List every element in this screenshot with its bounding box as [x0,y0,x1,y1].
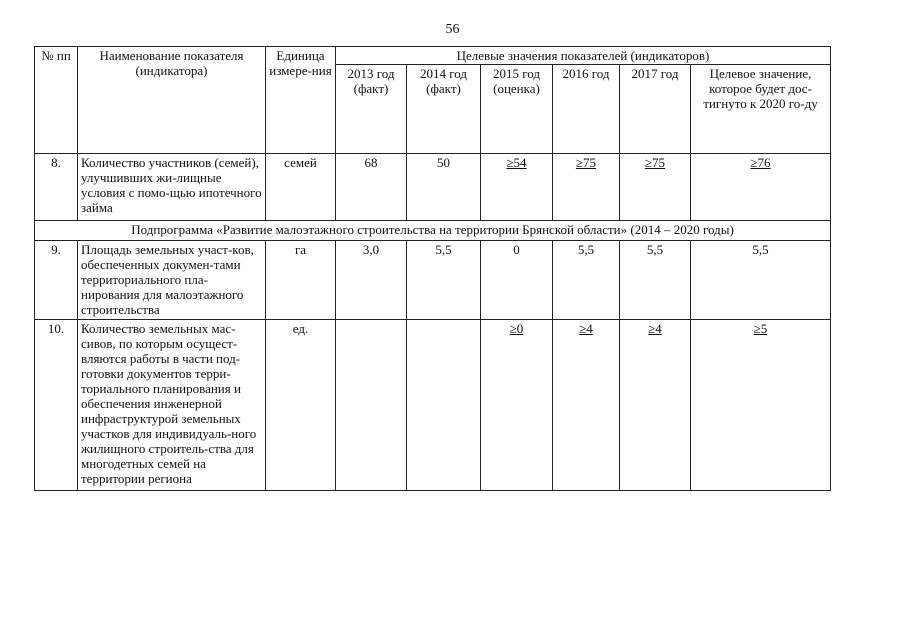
row-value-2020: ≥5 [691,320,831,491]
row-value-2016: 5,5 [553,241,620,320]
row-value-2016: ≥4 [553,320,620,491]
header-year-2014: 2014 год (факт) [407,65,481,154]
row-value-2015: ≥54 [481,154,553,221]
header-year-2015: 2015 год (оценка) [481,65,553,154]
row-value-2017: ≥4 [620,320,691,491]
row-value-2015: ≥0 [481,320,553,491]
row-value-2016: ≥75 [553,154,620,221]
row-name: Количество земельных мас-сивов, по которым осущест-вляются работы в части под-готовки документов терри-ториального планирования и обеспечения инженерной инфраструктурой земельных участков для индивидуаль-ного жилищного строитель-ства для многодетных семей на территории региона [78,320,266,491]
row-value-2014: 5,5 [407,241,481,320]
row-value-2013: 3,0 [336,241,407,320]
subprogram-title: Подпрограмма «Развитие малоэтажного строительства на территории Брянской области» (2014 – 2020 годы) [35,221,831,241]
row-value-2017: ≥75 [620,154,691,221]
page-number: 56 [445,22,460,37]
header-row-top [35,47,831,65]
subprogram-row [35,221,831,241]
row-num: 8. [35,154,78,221]
header-num: № пп [35,47,78,154]
header-group-title: Целевые значения показателей (индикаторов) [336,47,831,65]
indicators-table [34,46,831,491]
row-value-2013 [336,320,407,491]
table-row [35,320,831,491]
row-num: 10. [35,320,78,491]
row-num: 9. [35,241,78,320]
table-row [35,241,831,320]
header-unit: Единица измере-ния [266,47,336,154]
row-name: Количество участников (семей), улучшивших жи-лищные условия с помо-щью ипотечного займа [78,154,266,221]
row-value-2014 [407,320,481,491]
header-name: Наименование показателя (индикатора) [78,47,266,154]
row-unit: семей [266,154,336,221]
row-value-2017: 5,5 [620,241,691,320]
header-year-2017: 2017 год [620,65,691,154]
row-unit: га [266,241,336,320]
row-value-2020: ≥76 [691,154,831,221]
row-name: Площадь земельных участ-ков, обеспеченных докумен-тами территориального пла-нирования для малоэтажного строительства [78,241,266,320]
header-year-2016: 2016 год [553,65,620,154]
header-target-2020: Целевое значение, которое будет дос-тигнуто к 2020 го-ду [691,65,831,154]
header-year-2013: 2013 год (факт) [336,65,407,154]
row-value-2013: 68 [336,154,407,221]
row-value-2020: 5,5 [691,241,831,320]
row-value-2015: 0 [481,241,553,320]
table-row [35,154,831,221]
row-unit: ед. [266,320,336,491]
row-value-2014: 50 [407,154,481,221]
